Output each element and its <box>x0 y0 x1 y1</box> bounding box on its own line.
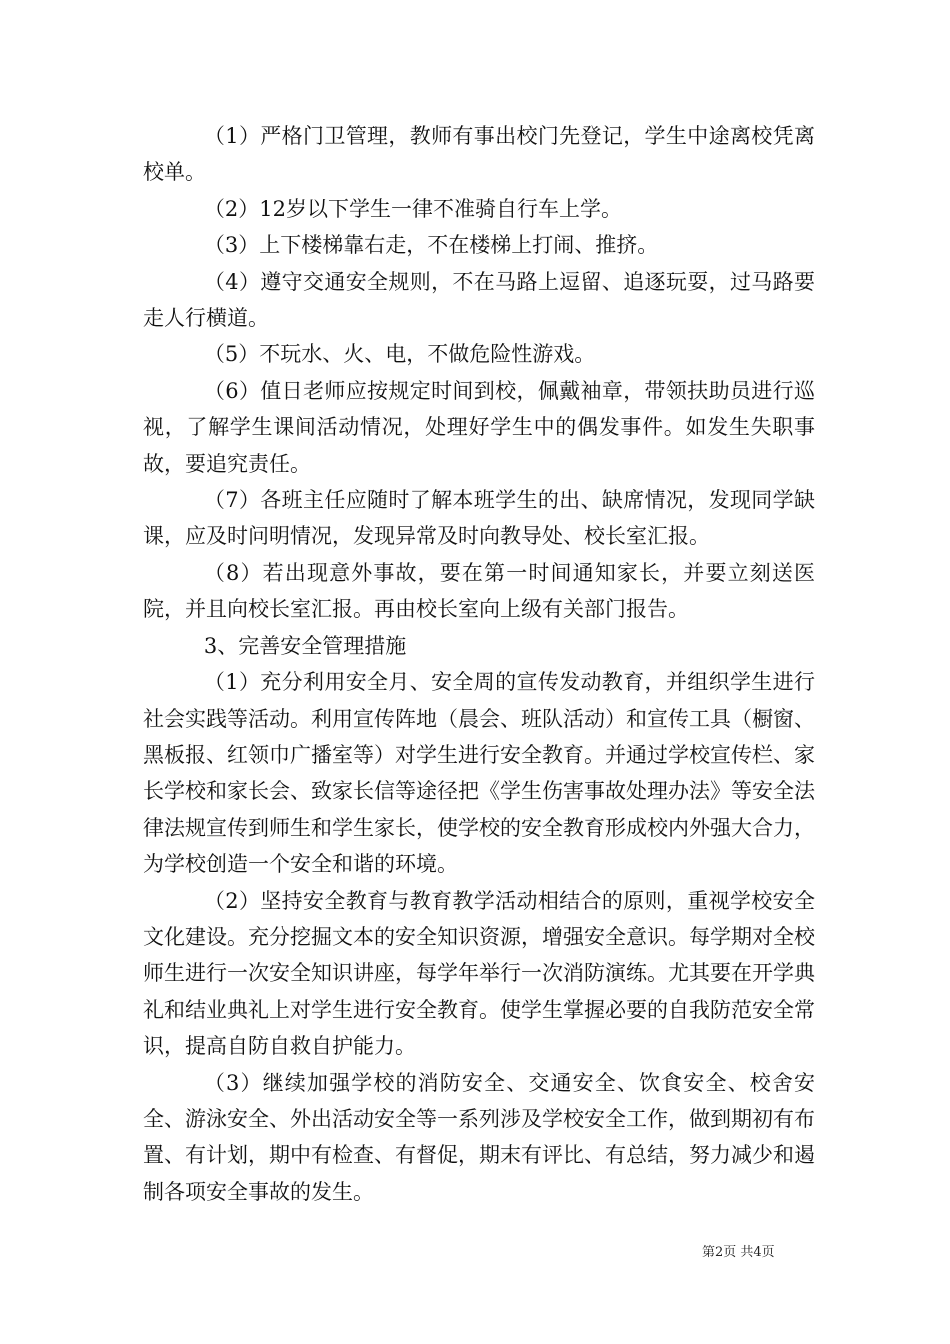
paragraph-duty-teacher: （6）值日老师应按规定时间到校，佩戴袖章，带领扶助员进行巡视，了解学生课间活动情况，处理好学生中的偶发事件。如发生失职事故，要追究责任。 <box>143 378 815 476</box>
section-heading-safety-measures: 3、完善安全管理措施 <box>203 633 407 658</box>
paragraph-safety-month: （1）充分利用安全月、安全周的宣传发动教育，并组织学生进行社会实践等活动。利用宣传阵地（晨会、班队活动）和宣传工具（橱窗、黑板报、红领巾广播室等）对学生进行安全教育。并通过学校宣传栏、家长学校和家长会、致家长信等途径把《学生伤害事故处理办法》等安全法律法规宣传到师生和学生家长，使学校的安全教育形成校内外强大合力，为学校创造一个安全和谐的环境。 <box>143 670 815 877</box>
paragraph-bicycle-rule: （2）12岁以下学生一律不准骑自行车上学。 <box>203 196 622 221</box>
paragraph-stairs-rule: （3）上下楼梯靠右走，不在楼梯上打闹、推挤。 <box>203 233 659 258</box>
paragraph-accident-handling: （8）若出现意外事故，要在第一时间通知家长，并要立刻送医院，并且向校长室汇报。再由校长室向上级有关部门报告。 <box>143 560 815 622</box>
paragraph-safety-culture: （2）坚持安全教育与教育教学活动相结合的原则，重视学校安全文化建设。充分挖掘文本的安全知识资源，增强安全意识。每学期对全校师生进行一次安全知识讲座，每学年举行一次消防演练。尤其要在开学典礼和结业典礼上对学生进行安全教育。使学生掌握必要的自我防范安全常识，提高自防自救自护能力。 <box>143 888 815 1059</box>
paragraph-class-teacher: （7）各班主任应随时了解本班学生的出、缺席情况，发现同学缺课，应及时问明情况，发现异常及时向教导处、校长室汇报。 <box>143 488 815 549</box>
paragraph-danger-games: （5）不玩水、火、电，不做危险性游戏。 <box>203 342 596 367</box>
paragraph-gate-management: （1）严格门卫管理，教师有事出校门先登记，学生中途离校凭离校单。 <box>143 124 815 185</box>
paragraph-fire-traffic-safety: （3）继续加强学校的消防安全、交通安全、饮食安全、校舍安全、游泳安全、外出活动安全等一系列涉及学校安全工作，做到期初有布置、有计划，期中有检查、有督促，期末有评比、有总结，努力减少和遏制各项安全事故的发生。 <box>143 1070 815 1204</box>
paragraph-traffic-rule: （4）遵守交通安全规则，不在马路上逗留、追逐玩耍，过马路要走人行横道。 <box>143 269 815 331</box>
page-number-footer: 第2页 共4页 <box>702 1245 775 1260</box>
document-body <box>143 118 815 1210</box>
